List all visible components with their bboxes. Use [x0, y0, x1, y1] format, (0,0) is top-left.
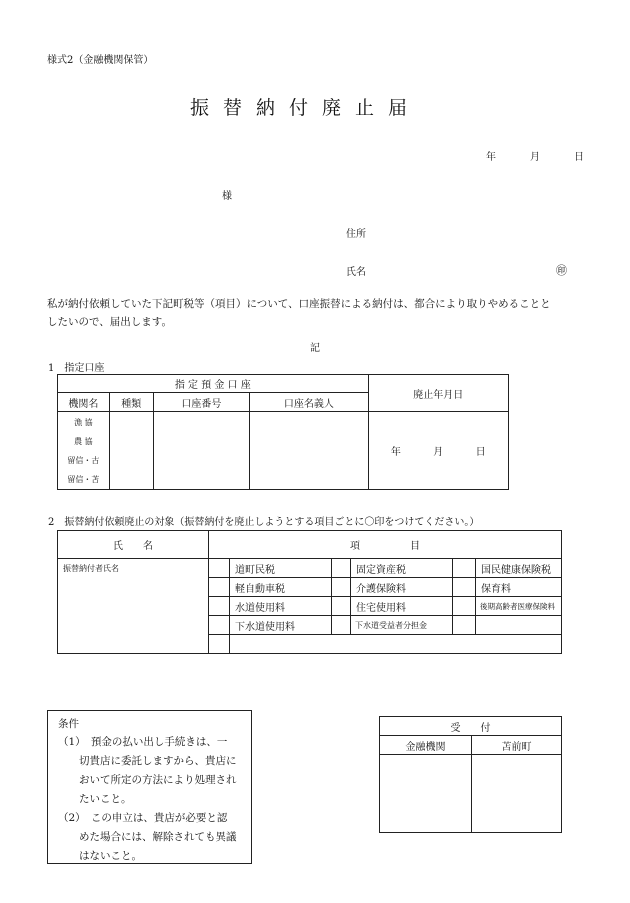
col-account-holder: 口座名義人	[250, 393, 368, 412]
name-label: 氏名	[346, 267, 366, 278]
account-header: 指 定 預 金 口 座	[58, 375, 369, 393]
item-label: 下水道使用料	[230, 616, 332, 635]
mark-cell[interactable]	[453, 559, 476, 578]
date-year-label: 年	[486, 152, 496, 163]
name-header: 氏 名	[58, 531, 209, 559]
mark-cell[interactable]	[332, 559, 351, 578]
conditions-box	[47, 710, 252, 864]
receipt-table	[379, 716, 562, 833]
abolish-month-label: 月	[433, 447, 444, 458]
item-label: 水道使用料	[230, 597, 332, 616]
institution-nokyo: 農 協	[74, 436, 93, 446]
institution-gyokyo: 漁 協	[74, 417, 93, 427]
abolish-year-label: 年	[390, 447, 401, 458]
col-account-number: 口座番号	[153, 393, 250, 412]
receipt-bank-stamp-cell[interactable]	[380, 755, 472, 833]
condition-line: たいこと。	[58, 793, 132, 805]
abolish-date-header: 廃止年月日	[368, 375, 508, 412]
account-table	[57, 374, 509, 490]
abolish-day-label: 日	[475, 447, 486, 458]
target-table	[57, 530, 562, 654]
mark-cell[interactable]	[209, 578, 230, 597]
addressee-label: 様	[222, 191, 232, 202]
mark-cell[interactable]	[332, 597, 351, 616]
condition-line: めた場合には、解除されても異議	[58, 831, 237, 843]
institution-rushin-toma: 留信・苫	[67, 474, 100, 484]
date-day-label: 日	[574, 152, 584, 163]
date-month-label: 月	[530, 152, 540, 163]
receipt-town-stamp-cell[interactable]	[472, 755, 562, 833]
condition-line: おいて所定の方法により処理され	[58, 774, 237, 786]
institution-list	[58, 412, 110, 490]
item-label: 介護保険料	[351, 578, 453, 597]
seal-mark: ㊞	[556, 264, 567, 277]
item-label: 固定資産税	[351, 559, 453, 578]
col-institution: 機関名	[58, 393, 110, 412]
mark-cell[interactable]	[453, 597, 476, 616]
item-label: 国民健康保険税	[476, 559, 562, 578]
payer-name-label: 振替納付者氏名	[63, 564, 119, 573]
condition-line: はないこと。	[58, 850, 142, 862]
form-number: 様式2（金融機関保管）	[47, 55, 154, 66]
account-holder-cell[interactable]	[250, 412, 368, 490]
item-label: 後期高齢者医療保険料	[476, 597, 562, 616]
item-header: 項 目	[209, 531, 562, 559]
section2-heading: 2 振替納付依頼廃止の対象（振替納付を廃止しようとする項目ごとに〇印をつけてください。）	[48, 517, 480, 528]
item-label: 軽自動車税	[230, 578, 332, 597]
mark-cell[interactable]	[332, 616, 351, 635]
abolish-date-cell[interactable]	[368, 412, 508, 490]
mark-cell[interactable]	[209, 597, 230, 616]
mark-cell[interactable]	[453, 616, 476, 635]
condition-line: （1） 預金の払い出し手続きは、一	[58, 736, 228, 748]
condition-line: 切貴店に委託しますから、貴店に	[58, 755, 237, 767]
type-cell[interactable]	[109, 412, 153, 490]
section1-heading: 1 指定口座	[48, 363, 105, 374]
item-label: 保育料	[476, 578, 562, 597]
blank-item-cell[interactable]	[230, 635, 562, 654]
col-type: 種類	[109, 393, 153, 412]
mark-cell[interactable]	[209, 559, 230, 578]
mark-cell[interactable]	[209, 635, 230, 654]
conditions-title: 条件	[58, 718, 79, 730]
declaration-line-1: 私が納付依頼していた下記町税等（項目）について、口座振替による納付は、都合により取りやめることと	[47, 298, 551, 310]
receipt-header: 受 付	[380, 717, 562, 736]
declaration-line-2: したいので、届出します。	[47, 316, 172, 328]
ki-label: 記	[310, 343, 320, 354]
item-label: 道町民税	[230, 559, 332, 578]
item-label: 下水道受益者分担金	[351, 616, 453, 635]
mark-cell[interactable]	[453, 578, 476, 597]
mark-cell[interactable]	[332, 578, 351, 597]
page-title: 振替納付廃止届	[190, 97, 422, 119]
receipt-col-town: 苫前町	[472, 736, 562, 755]
item-label	[476, 616, 562, 635]
account-number-cell[interactable]	[153, 412, 250, 490]
receipt-col-bank: 金融機関	[380, 736, 472, 755]
condition-line: （2） この申立は、貴店が必要と認	[58, 812, 228, 824]
address-label: 住所	[346, 229, 366, 240]
institution-rushin-furu: 留信・古	[67, 455, 100, 465]
item-label: 住宅使用料	[351, 597, 453, 616]
mark-cell[interactable]	[209, 616, 230, 635]
payer-name-cell[interactable]	[58, 559, 209, 654]
